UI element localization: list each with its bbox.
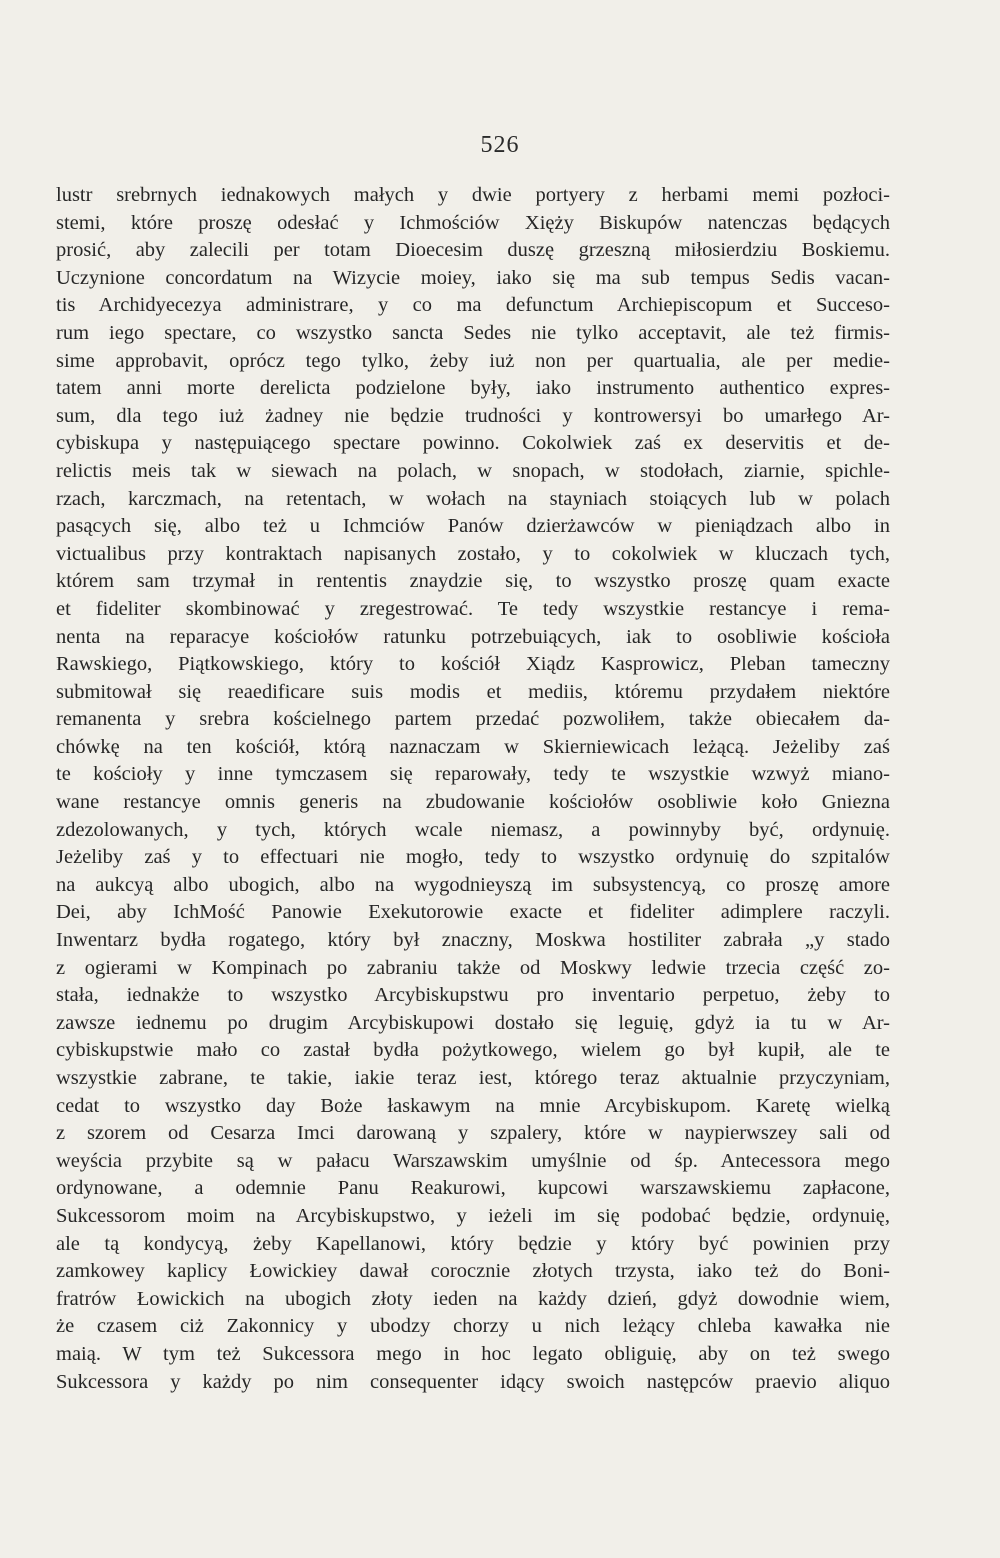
- page-number: 526: [480, 132, 520, 158]
- text-line: lustr srebrnych iednakowych małych y dwie portyery z herbami memi pozłoci-: [56, 184, 890, 206]
- text-line: z ogierami w Kompinach po zabraniu także od Moskwy ledwie trzecia część zo-: [56, 956, 890, 979]
- text-line: chówkę na ten kościół, którą naznaczam w Skierniewicach leżącą. Jeżeliby zaś: [56, 735, 890, 758]
- text-line: rzach, karczmach, na retentach, w wołach na stayniach stoiących lub w polach: [56, 487, 890, 510]
- body-text: [56, 182, 890, 1396]
- text-line: submitował się reaedificare suis modis et mediis, któremu przydałem niektóre: [56, 680, 890, 703]
- text-line: zamkowey kaplicy Łowickiey dawał corocznie złotych trzysta, iako też do Boni-: [56, 1260, 890, 1283]
- text-line: stała, iednakże to wszystko Arcybiskupstwu pro inventario perpetuo, żeby to: [56, 984, 890, 1007]
- text-line: relictis meis tak w siewach na polach, w snopach, w stodołach, ziarnie, spichle-: [56, 459, 890, 482]
- text-line: zdezolowanych, y tych, których wcale niemasz, a powinnyby być, ordynuię.: [56, 818, 890, 841]
- text-line: cybiskupa y następuiącego spectare powinno. Cokolwiek zaś ex deservitis et de-: [56, 432, 890, 455]
- text-line: wszystkie zabrane, te takie, iakie teraz iest, którego teraz aktualnie przyczyniam,: [56, 1067, 890, 1089]
- text-line: Uczynione concordatum na Wizycie moiey, iako się ma sub tempus Sedis vacan-: [56, 266, 890, 289]
- text-line: te kościoły y inne tymczasem się reparowały, tedy te wszystkie wzwyż miano-: [56, 763, 890, 786]
- text-line: Jeżeliby zaś y to effectuari nie mogło, tedy to wszystko ordynuię do szpitalów: [56, 846, 890, 869]
- text-line: cedat to wszystko day Boże łaskawym na mnie Arcybiskupom. Karetę wielką: [56, 1094, 890, 1117]
- text-line: Sukcessorom moim na Arcybiskupstwo, y ieżeli im się podobać będzie, ordynuię,: [56, 1204, 890, 1227]
- text-line: ale tą kondycyą, żeby Kapellanowi, który będzie y który być powinien przy: [56, 1232, 890, 1255]
- text-line: remanenta y srebra kościelnego partem przedać pozwoliłem, także obiecałem da-: [56, 708, 890, 731]
- text-line: że czasem ciż Zakonnicy y ubodzy chorzy u nich leżący chleba kawałka nie: [56, 1315, 890, 1338]
- text-line: tis Archidyecezya administrare, y co ma defunctum Archiepiscopum et Succeso-: [56, 294, 890, 317]
- text-line: stemi, które proszę odesłać y Ichmościów Xięży Biskupów natenczas będących: [56, 211, 890, 234]
- text-line: z szorem od Cesarza Imci darowaną y szpalery, które w naypierwszey sali od: [56, 1122, 890, 1145]
- text-line: sime approbavit, oprócz tego tylko, żeby iuż non per quartualia, ale per medie-: [56, 349, 890, 372]
- text-line: fratrów Łowickich na ubogich złoty ieden na każdy dzień, gdyż dowodnie wiem,: [56, 1287, 890, 1310]
- text-line: wane restancye omnis generis na zbudowanie kościołów osobliwie koło Gniezna: [56, 791, 890, 814]
- text-line: Sukcessora y każdy po nim consequenter idący swoich następców praevio aliquo: [56, 1370, 890, 1393]
- text-line: victualibus przy kontraktach napisanych zostało, y to cokolwiek w kluczach tych,: [56, 542, 890, 565]
- text-line: którem sam trzymał in rententis znaydzie się, to wszystko proszę quam exacte: [56, 570, 890, 593]
- text-line: Rawskiego, Piątkowskiego, który to kościół Xiądz Kasprowicz, Pleban tameczny: [56, 653, 890, 676]
- text-line: weyścia przybite są w pałacu Warszawskim umyślnie od śp. Antecessora mego: [56, 1149, 890, 1172]
- text-line: et fideliter skombinować y zregestrować. Te tedy wszystkie restancye i rema-: [56, 597, 890, 620]
- text-line: na aukcyą albo ubogich, albo na wygodnieyszą im subsystencyą, co proszę amore: [56, 873, 890, 896]
- text-line: prosić, aby zalecili per totam Dioecesim duszę grzeszną miłosierdziu Boskiemu.: [56, 239, 890, 262]
- text-line: sum, dla tego iuż żadney nie będzie trudności y kontrowersyi bo umarłego Ar-: [56, 404, 890, 427]
- text-line: zawsze iednemu po drugim Arcybiskupowi dostało się leguię, gdyż ia tu w Ar-: [56, 1011, 890, 1034]
- text-line: rum iego spectare, co wszystko sancta Sedes nie tylko acceptavit, ale też firmis-: [56, 321, 890, 344]
- text-line: ordynowane, a odemnie Panu Reakurowi, kupcowi warszawskiemu zapłacone,: [56, 1177, 890, 1200]
- text-line: maią. W tym też Sukcessora mego in hoc legato obliguię, aby on też swego: [56, 1342, 890, 1365]
- text-line: nenta na reparacye kościołów ratunku potrzebuiących, iak to osobliwie kościoła: [56, 625, 890, 648]
- text-line: pasących się, albo też u Ichmciów Panów dzierżawców w pieniądzach albo in: [56, 515, 890, 538]
- text-line: Dei, aby IchMość Panowie Exekutorowie exacte et fideliter adimplere raczyli.: [56, 901, 890, 924]
- text-line: cybiskupstwie mało co zastał bydła pożytkowego, wielem go był kupił, ale te: [56, 1039, 890, 1062]
- text-line: Inwentarz bydła rogatego, który był znaczny, Moskwa hostiliter zabrała „y stado: [56, 929, 890, 952]
- text-line: tatem anni morte derelicta podzielone były, iako instrumento authentico expres-: [56, 377, 890, 400]
